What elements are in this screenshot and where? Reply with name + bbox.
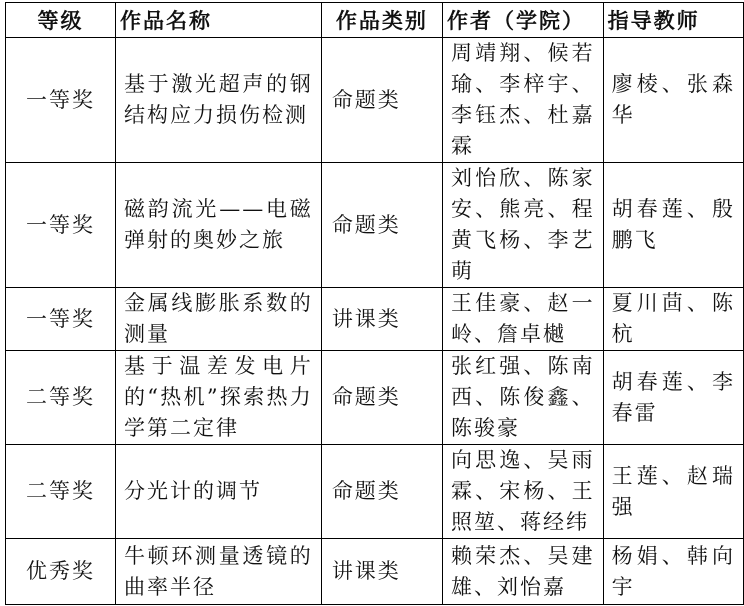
cell-type: 命题类 <box>321 38 442 163</box>
cell-title: 基于温差发电片的“热机”探索热力学第二定律 <box>115 351 321 445</box>
cell-type: 命题类 <box>321 351 442 445</box>
cell-type: 命题类 <box>321 445 442 539</box>
cell-type: 讲课类 <box>321 288 442 351</box>
table-row <box>6 163 744 288</box>
cell-title: 金属线膨胀系数的测量 <box>115 288 321 351</box>
cell-author: 周靖翔、候若瑜、李梓宇、李钰杰、杜嘉霖 <box>443 38 604 163</box>
cell-author: 刘怡欣、陈家安、熊亮、程黄飞杨、李艺萌 <box>443 163 604 288</box>
cell-teacher: 夏川茴、陈杭 <box>603 288 743 351</box>
cell-level: 优秀奖 <box>6 539 116 605</box>
header-level: 等级 <box>6 3 116 38</box>
cell-title: 磁韵流光——电磁弹射的奥妙之旅 <box>115 163 321 288</box>
cell-level: 一等奖 <box>6 163 116 288</box>
cell-author: 向思逸、吴雨霖、宋杨、王照堃、蒋经纬 <box>443 445 604 539</box>
header-row <box>6 3 744 38</box>
cell-level: 一等奖 <box>6 38 116 163</box>
cell-teacher: 王莲、赵瑞强 <box>603 445 743 539</box>
cell-title: 基于激光超声的钢结构应力损伤检测 <box>115 38 321 163</box>
cell-teacher: 廖棱、张森华 <box>603 38 743 163</box>
cell-level: 一等奖 <box>6 288 116 351</box>
header-author: 作者（学院） <box>443 3 604 38</box>
awards-table <box>5 2 744 605</box>
table-row <box>6 351 744 445</box>
cell-teacher: 胡春莲、李春雷 <box>603 351 743 445</box>
cell-type: 命题类 <box>321 163 442 288</box>
table-row <box>6 38 744 163</box>
header-type: 作品类别 <box>321 3 442 38</box>
cell-title: 分光计的调节 <box>115 445 321 539</box>
cell-author: 张红强、陈南西、陈俊鑫、陈骏豪 <box>443 351 604 445</box>
cell-type: 讲课类 <box>321 539 442 605</box>
cell-level: 二等奖 <box>6 351 116 445</box>
cell-title: 牛顿环测量透镜的曲率半径 <box>115 539 321 605</box>
cell-teacher: 杨娟、韩向宇 <box>603 539 743 605</box>
header-title: 作品名称 <box>115 3 321 38</box>
header-teacher: 指导教师 <box>603 3 743 38</box>
table-row <box>6 539 744 605</box>
table-row <box>6 288 744 351</box>
table-row <box>6 445 744 539</box>
cell-level: 二等奖 <box>6 445 116 539</box>
cell-author: 王佳豪、赵一岭、詹卓樾 <box>443 288 604 351</box>
cell-author: 赖荣杰、吴建雄、刘怡嘉 <box>443 539 604 605</box>
cell-teacher: 胡春莲、殷鹏飞 <box>603 163 743 288</box>
